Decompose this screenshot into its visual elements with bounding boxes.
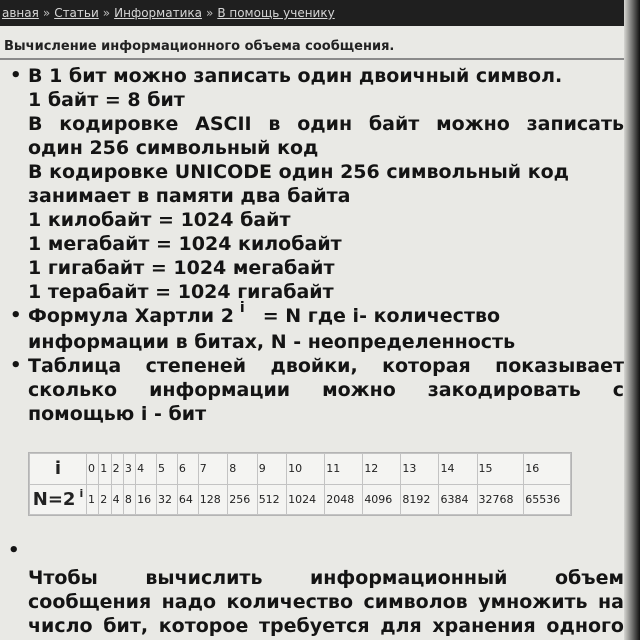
table-cell: 5 (157, 454, 178, 485)
table-cell: 0 (87, 454, 99, 485)
table-cell: 32 (157, 484, 178, 515)
table-cell: 8192 (401, 484, 439, 515)
table-row (30, 454, 571, 485)
table-cell: 256 (228, 484, 257, 515)
table-cell: 1 (87, 484, 99, 515)
table-cell: 12 (363, 454, 401, 485)
breadcrumb-separator: » (42, 6, 51, 20)
breadcrumb-link-informatics[interactable]: Информатика (114, 6, 202, 20)
table-cell: 1024 (287, 484, 325, 515)
text-line: 1 мегабайт = 1024 килобайт (28, 233, 342, 255)
table-cell: 7 (198, 454, 227, 485)
text-line: один 256 символьный код (28, 137, 319, 159)
breadcrumb-separator: » (205, 6, 214, 20)
list-item (8, 300, 624, 354)
table-cell: 11 (325, 454, 363, 485)
powers-of-two-table (28, 452, 572, 516)
text-line: занимает в памяти два байта (28, 185, 351, 207)
formula-line (28, 300, 624, 330)
text-line: 1 терабайт = 1024 гигабайт (28, 281, 334, 303)
text-line: помощью i - бит (28, 403, 207, 425)
table-cell: 6384 (439, 484, 477, 515)
list-item (8, 354, 624, 426)
table-cell: 512 (257, 484, 286, 515)
table-cell: 128 (198, 484, 227, 515)
text-line: Таблица степеней двойки, которая показывает (28, 355, 624, 377)
table-cell: 4 (136, 454, 157, 485)
bullet-icon: • (10, 305, 22, 326)
text-line: В кодировке ASCII в один байт можно записать (28, 113, 624, 135)
text-line: информации в битах, N - неопределенность (28, 331, 516, 353)
table-cell: 14 (439, 454, 477, 485)
list-item (8, 64, 624, 304)
text-line: В кодировке UNICODE один 256 символьный код (28, 161, 570, 183)
text-line: В 1 бит можно записать один двоичный символ. (28, 65, 563, 87)
breadcrumb (0, 0, 640, 26)
table-header-n-exponent: i (79, 486, 84, 500)
table-cell: 15 (477, 454, 524, 485)
table-cell: 8 (123, 484, 135, 515)
table-cell: 64 (177, 484, 198, 515)
table-cell: 13 (401, 454, 439, 485)
table-header-n (30, 484, 87, 515)
table-header-n-text: N=2 (32, 488, 76, 510)
bullet-icon: • (10, 355, 22, 376)
table-cell: 6 (177, 454, 198, 485)
text-line: число бит, которое требуется для хранения одного (28, 615, 624, 637)
table-cell: 9 (257, 454, 286, 485)
table-row (30, 484, 571, 515)
breadcrumb-link-student-help[interactable]: В помощь ученику (217, 6, 335, 20)
bullet-icon: • (8, 540, 20, 561)
table-cell: 2 (111, 454, 123, 485)
table-cell: 1 (99, 454, 111, 485)
article-content (8, 64, 624, 426)
formula-prefix: Формула Хартли 2 (28, 305, 234, 327)
formula-exponent: i (239, 300, 245, 316)
breadcrumb-link-articles[interactable]: Статьи (54, 6, 99, 20)
breadcrumb-separator: » (102, 6, 111, 20)
table-cell: 4096 (363, 484, 401, 515)
table-cell: 16 (136, 484, 157, 515)
text-line: Чтобы вычислить информационный объем (28, 567, 624, 589)
table-cell: 10 (287, 454, 325, 485)
formula-suffix: = N где i- количество (262, 305, 501, 327)
final-paragraph (28, 566, 624, 638)
bullet-icon: • (10, 65, 22, 86)
screen-edge-shadow (624, 0, 640, 640)
page-title: Вычисление информационного объема сообщения. (4, 39, 395, 54)
table-cell: 2 (99, 484, 111, 515)
text-line: 1 гигабайт = 1024 мегабайт (28, 257, 335, 279)
breadcrumb-link-home[interactable]: авная (2, 6, 39, 20)
text-line: 1 килобайт = 1024 байт (28, 209, 291, 231)
table-cell: 16 (524, 454, 571, 485)
table-cell: 3 (123, 454, 135, 485)
table-cell: 32768 (477, 484, 524, 515)
table-cell: 65536 (524, 484, 571, 515)
text-line: 1 байт = 8 бит (28, 89, 185, 111)
text-line: сколько информации можно закодировать с (28, 379, 624, 401)
table-header-i: i (30, 454, 87, 485)
article-title-bar (0, 32, 640, 60)
table-cell: 8 (228, 454, 257, 485)
table-cell: 2048 (325, 484, 363, 515)
text-line: сообщения надо количество символов умножить на (28, 591, 624, 613)
table-cell: 4 (111, 484, 123, 515)
